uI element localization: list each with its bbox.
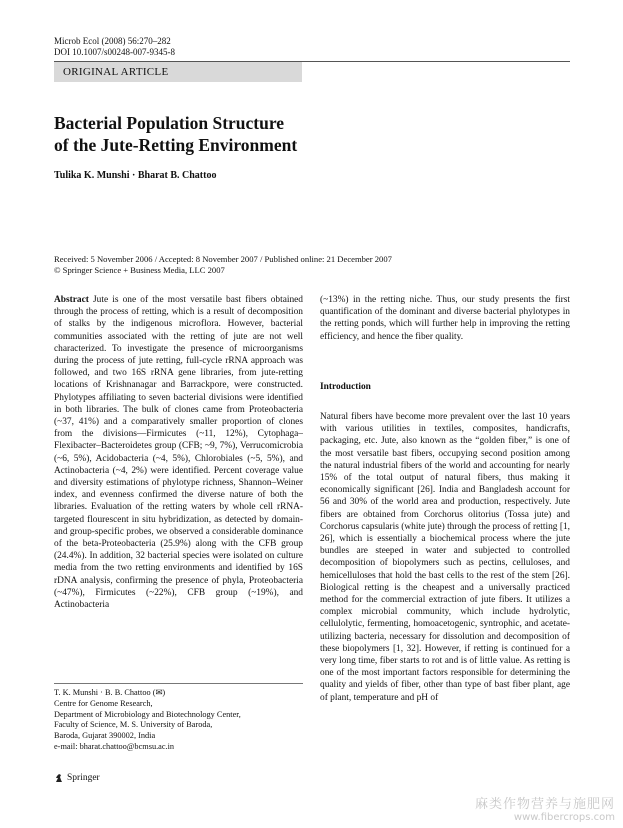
doi-line: DOI 10.1007/s00248-007-9345-8 xyxy=(54,47,175,57)
abstract-text: Jute is one of the most versatile bast fibers obtained through the process of retting, which is a result of decomposition of stalks by the indigenous microflora. However, bacterial communities associated with the retting of jute are not well characterized. To investigate the presence of microorganisms during the process of jute retting, full-cycle rRNA approach was followed, and two 16S rRNA gene libraries, from jute-retting locations of Krishnanagar and Barrackpore, were constructed. Phylotypes affiliating to seven bacterial divisions were identified in both libraries. The bulk of clones came from Proteobacteria (~37, 41%) and a comparatively smaller proportion of clones from the divisions—Firmicutes (~11, 12%), Cytophaga–Flexibacter–Bacteroidetes group (CFB; ~9, 7%), Verrucomicrobia (~6, 5%), Acidobacteria (~4, 5%), Chlorobiales (~5, 5%), and Actinobacteria (~4, 2%) were identified. Percent coverage value and diversity estimations of phylotype richness, Shannon–Weiner index, and evenness confirmed the diverse nature of both the libraries. Evaluation of the retting waters by whole cell rRNA-targeted flourescent in situ hybridization, as detected by domain- and group-specific probes, we observed a considerable dominance of the beta-Proteobacteria (25.9%) along with the CFB group (24.4%). In addition, 32 bacterial species were isolated on culture media from the two retting environments and identified by 16S rDNA analysis, confirming the presence of phyla, Proteobacteria (~47%), Firmicutes (~22%), CFB group (~19%), and Actinobacteria xyxy=(54,295,303,611)
footnote-line: T. K. Munshi · B. B. Chattoo (✉) xyxy=(54,688,166,697)
article-type-banner: ORIGINAL ARTICLE xyxy=(54,62,302,82)
author-affiliation-footnote xyxy=(54,688,304,753)
footnote-line: Baroda, Gujarat 390002, India xyxy=(54,731,156,741)
publisher-logo xyxy=(54,773,100,783)
introduction-heading: Introduction xyxy=(320,381,371,392)
footnote-rule xyxy=(54,683,303,684)
watermark-line-1: 麻类作物营养与施肥网 xyxy=(474,797,615,812)
footnote-line: Department of Microbiology and Biotechnology Center, xyxy=(54,709,241,719)
right-column xyxy=(320,294,570,704)
introduction-text: Natural fibers have become more prevalent over the last 10 years with various utilities in textiles, composites, handicrafts, packaging, etc. Jute, also known as the “golden fiber,” is one of the most versatile bast fibers, occupying second position among the natural industrial fibers of the world and accounting for nearly 15% of the total output of natural fibers, thus making it economically significant [26]. India and Bangladesh account for 56 and 30% of the world area and production, respectively. Jute fibers are obtained from Corchorus olitorius (Tossa jute) and Corchorus capsularis (white jute) through the process of retting [1, 26], which is essentially a biochemical process where the jute bundles are steeped in water and subjected to controlled decomposition of biopolymers such as pectins, celluloses, and hemicelluloses that hold the bast cells to the rest of the stem [26]. Biological retting is the cheapest and a universally practiced method for the commercial extraction of jute fibers. It utilizes a complex microbial community, which include hydrolytic, cellulolytic, fermenting, homoacetogenic, syntrophic, and acetate-utilizing bacteria, necessary for dissolution and decomposition of these biopolymers [1, 32]. However, if retting is continued for a very long time, fiber starts to rot and is of little value. As retting is one of the most important factors responsible for determining the quality and yields of fiber, other than type of bast fiber plant, age of plant, temperature and pH of xyxy=(320,412,570,703)
title-line-2: of the Jute-Retting Environment xyxy=(54,135,298,155)
footnote-email[interactable]: e-mail: bharat.chattoo@bcmsu.ac.in xyxy=(54,741,175,751)
journal-citation xyxy=(54,36,175,58)
copyright-line: © Springer Science + Business Media, LLC 2007 xyxy=(54,265,225,275)
publication-dates xyxy=(54,254,554,276)
journal-line: Microb Ecol (2008) 56:270–282 xyxy=(54,36,171,46)
watermark xyxy=(475,793,615,823)
left-column xyxy=(54,294,303,611)
watermark-line-2: www.fibercrops.com xyxy=(513,812,615,823)
received-line: Received: 5 November 2006 / Accepted: 8 November 2007 / Published online: 21 December 2007 xyxy=(54,254,392,264)
abstract-label: Abstract xyxy=(54,295,89,305)
footnote-line: Centre for Genome Research, xyxy=(54,698,153,708)
abstract-continuation: (~13%) in the retting niche. Thus, our study presents the first quantification of the dominant and diverse bacterial phylotypes in the retting ponds, which will further help in improving the retting efficiency, and hence the fiber quality. xyxy=(320,295,570,342)
publisher-name: Springer xyxy=(67,773,100,783)
paper-title xyxy=(54,112,414,156)
chess-knight-icon xyxy=(54,773,64,783)
author-list: Tulika K. Munshi · Bharat B. Chattoo xyxy=(54,170,217,181)
footnote-line: Faculty of Science, M. S. University of Baroda, xyxy=(54,720,213,730)
title-line-1: Bacterial Population Structure xyxy=(54,113,285,133)
abstract-paragraph xyxy=(54,294,303,611)
